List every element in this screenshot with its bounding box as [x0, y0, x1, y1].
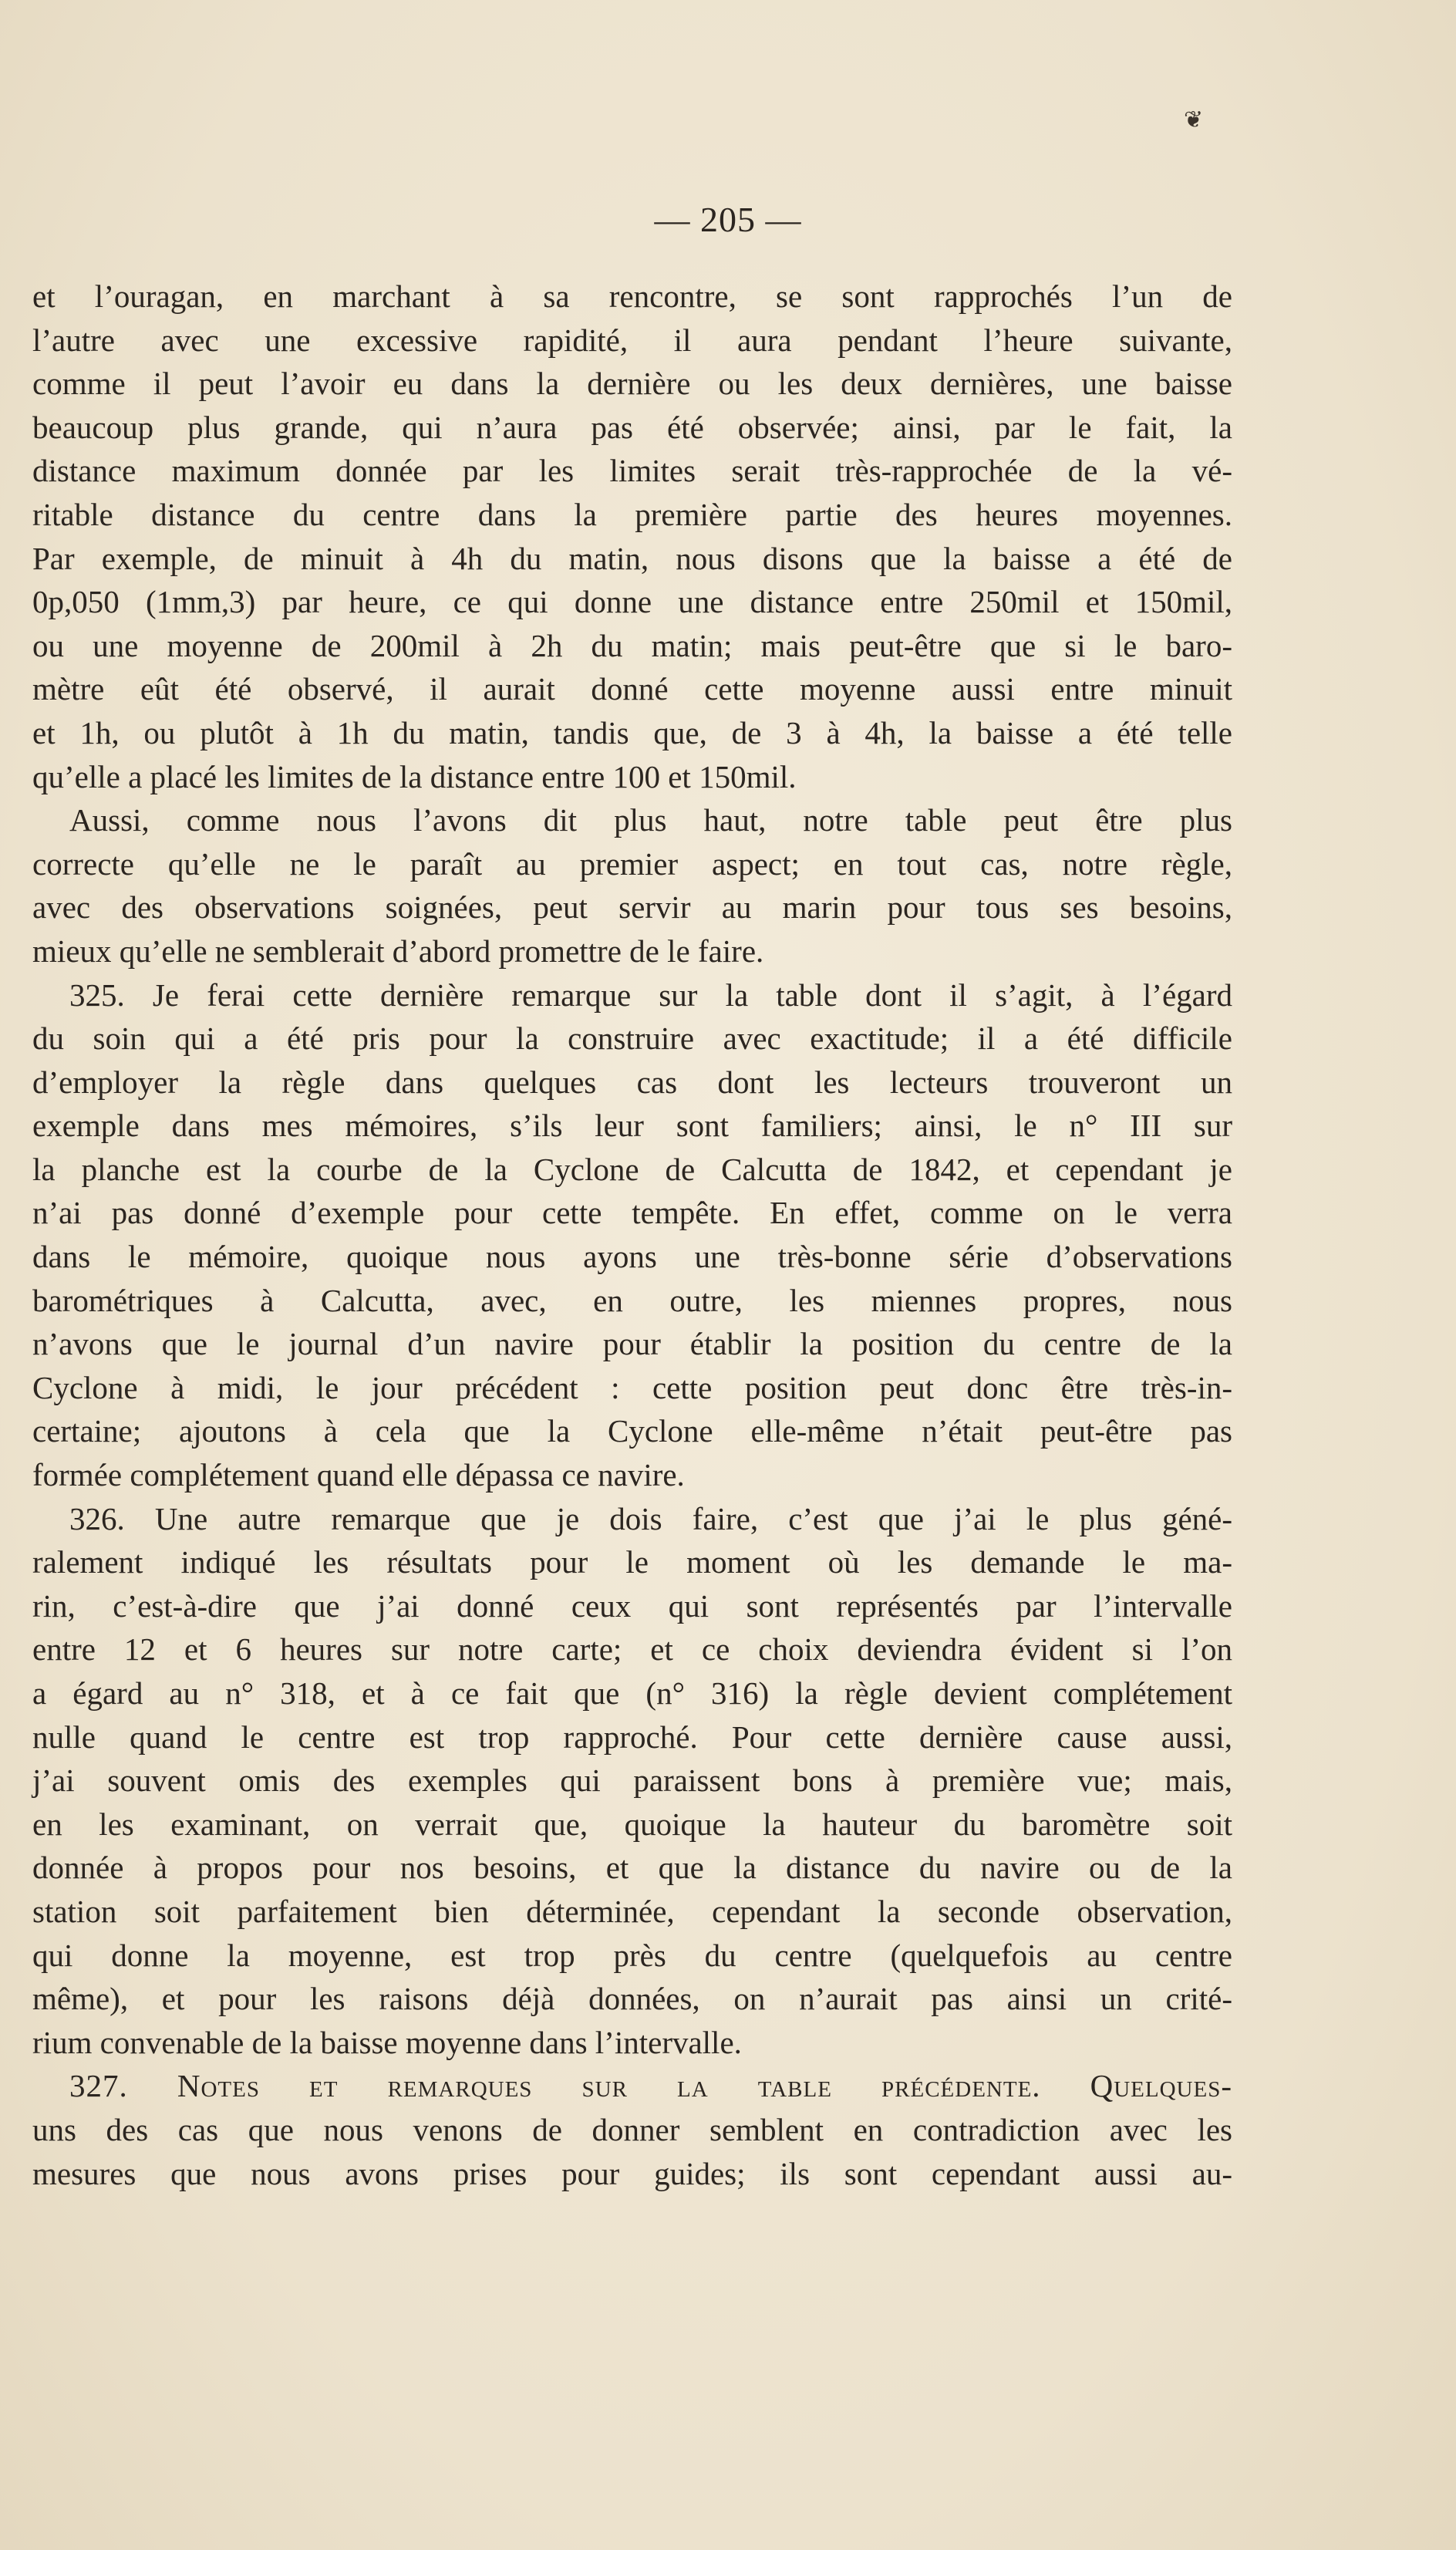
text-line: Par exemple, de minuit à 4h du matin, nous disons que la baisse a été de: [32, 540, 1232, 576]
text-line: rin, c’est-à-dire que j’ai donné ceux qui sont représentés par l’intervalle: [32, 1587, 1232, 1624]
body-text: [32, 275, 1232, 2195]
text-line: formée complétement quand elle dépassa ce navire.: [32, 1457, 685, 1493]
text-line: nulle quand le centre est trop rapproché. Pour cette dernière cause aussi,: [32, 1719, 1232, 1755]
text-line: distance maximum donnée par les limites serait très-rapprochée de la vé-: [32, 453, 1232, 489]
text-line: ralement indiqué les résultats pour le moment où les demande le ma-: [32, 1544, 1232, 1580]
paragraph-325-start: 325. Je ferai cette dernière remarque sur la table dont il s’agit, à l’égard: [69, 976, 1232, 1013]
text-line: mesures que nous avons prises pour guides; ils sont cependant aussi au-: [32, 2155, 1232, 2191]
text-line: a égard au n° 318, et à ce fait que (n° 316) la règle devient complétement: [32, 1675, 1232, 1711]
paragraph-327-start: 327. Notes et remarques sur la table précédente. Quelques-: [69, 2068, 1232, 2104]
text-line: mieux qu’elle ne semblerait d’abord promettre de le faire.: [32, 933, 764, 969]
text-line: n’avons que le journal d’un navire pour établir la position du centre de la: [32, 1326, 1232, 1362]
text-line: beaucoup plus grande, qui n’aura pas été observée; ainsi, par le fait, la: [32, 409, 1232, 445]
text-line: qui donne la moyenne, est trop près du centre (quelquefois au centre: [32, 1937, 1232, 1973]
text-line: et l’ouragan, en marchant à sa rencontre, se sont rapprochés l’un de: [32, 278, 1232, 314]
text-line: uns des cas que nous venons de donner semblent en contradiction avec les: [32, 2111, 1232, 2147]
paragraph-326-start: 326. Une autre remarque que je dois faire, c’est que j’ai le plus géné-: [69, 1500, 1232, 1536]
text-line: et 1h, ou plutôt à 1h du matin, tandis que, de 3 à 4h, la baisse a été telle: [32, 714, 1232, 750]
ornament-mark: ❦: [1184, 107, 1204, 133]
text-line: mètre eût été observé, il aurait donné cette moyenne aussi entre minuit: [32, 671, 1232, 707]
text-line: correcte qu’elle ne le paraît au premier aspect; en tout cas, notre règle,: [32, 845, 1232, 882]
text-line: avec des observations soignées, peut servir au marin pour tous ses besoins,: [32, 889, 1232, 926]
text-line: même), et pour les raisons déjà données, on n’aurait pas ainsi un crité-: [32, 1981, 1232, 2017]
text-line: barométriques à Calcutta, avec, en outre, les miennes propres, nous: [32, 1282, 1232, 1318]
text-line: du soin qui a été pris pour la construire avec exactitude; il a été difficile: [32, 1020, 1232, 1057]
text-line: dans le mémoire, quoique nous ayons une très-bonne série d’observations: [32, 1239, 1232, 1275]
text-line: comme il peut l’avoir eu dans la dernière ou les deux dernières, une baisse: [32, 366, 1232, 402]
text-line: en les examinant, on verrait que, quoique la hauteur du baromètre soit: [32, 1806, 1232, 1842]
text-line: Cyclone à midi, le jour précédent : cette position peut donc être très-in-: [32, 1369, 1232, 1405]
text-line: d’employer la règle dans quelques cas dont les lecteurs trouveront un: [32, 1064, 1232, 1100]
text-line: donnée à propos pour nos besoins, et que la distance du navire ou de la: [32, 1850, 1232, 1886]
text-line: ritable distance du centre dans la première partie des heures moyennes.: [32, 496, 1232, 532]
text-line: la planche est la courbe de la Cyclone de Calcutta de 1842, et cependant je: [32, 1151, 1232, 1187]
paragraph-start: Aussi, comme nous l’avons dit plus haut, notre table peut être plus: [69, 802, 1232, 838]
text-line: l’autre avec une excessive rapidité, il aura pendant l’heure suivante,: [32, 322, 1232, 358]
text-line: j’ai souvent omis des exemples qui paraissent bons à première vue; mais,: [32, 1762, 1232, 1799]
text-line: ou une moyenne de 200mil à 2h du matin; mais peut-être que si le baro-: [32, 627, 1232, 663]
text-line: exemple dans mes mémoires, s’ils leur sont familiers; ainsi, le n° III sur: [32, 1108, 1232, 1144]
text-line: station soit parfaitement bien déterminée, cependant la seconde observation,: [32, 1893, 1232, 1929]
page-number: — 205 —: [654, 200, 802, 239]
text-line: qu’elle a placé les limites de la distance entre 100 et 150mil.: [32, 758, 797, 794]
text-line: certaine; ajoutons à cela que la Cyclone elle-même n’était peut-être pas: [32, 1413, 1232, 1449]
text-line: n’ai pas donné d’exemple pour cette tempête. En effet, comme on le verra: [32, 1195, 1232, 1231]
text-line: rium convenable de la baisse moyenne dans l’intervalle.: [32, 2024, 742, 2060]
text-line: 0p,050 (1mm,3) par heure, ce qui donne une distance entre 250mil et 150mil,: [32, 584, 1232, 620]
text-line: entre 12 et 6 heures sur notre carte; et ce choix deviendra évident si l’on: [32, 1631, 1232, 1668]
